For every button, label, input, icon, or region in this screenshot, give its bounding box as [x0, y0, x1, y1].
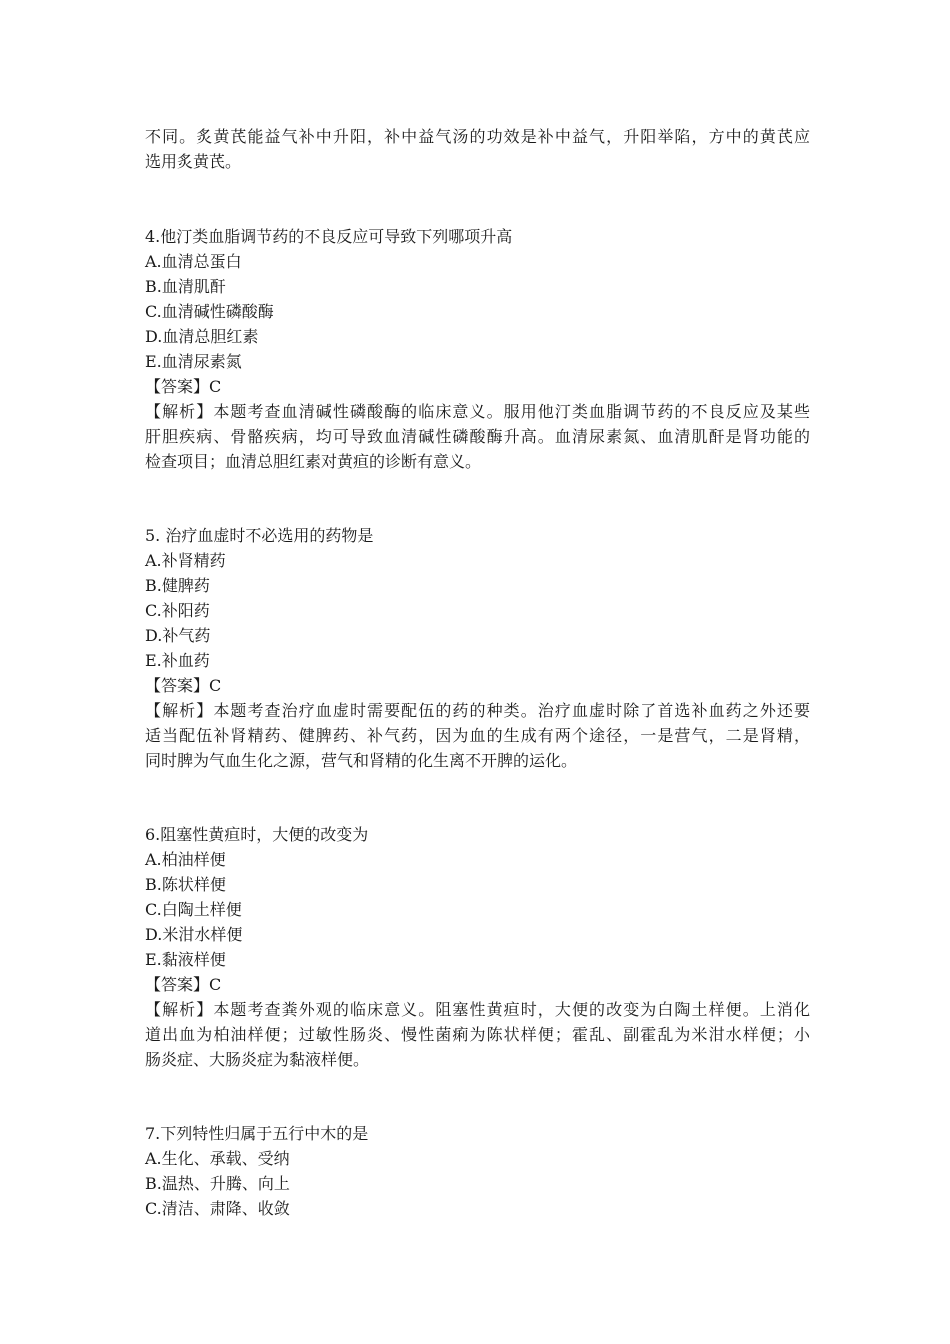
paragraph-line: 不同。炙黄芪能益气补中升阳，补中益气汤的功效是补中益气，升阳举陷，方中的黄芪应: [145, 127, 810, 146]
option-b: B.血清肌酐: [145, 277, 226, 296]
option-d: D.血清总胆红素: [145, 327, 259, 346]
question-5-stem: 5. 治疗血虚时不必选用的药物是: [145, 526, 374, 545]
option-a: A.血清总蛋白: [145, 252, 242, 271]
answer-line: 【答案】C: [145, 377, 222, 396]
answer-line: 【答案】C: [145, 676, 222, 695]
paragraph-line: 选用炙黄芪。: [145, 152, 242, 171]
analysis-line: 【解析】本题考查治疗血虚时需要配伍的药的种类。治疗血虚时除了首选补血药之外还要: [145, 701, 810, 720]
analysis-line: 【解析】本题考查粪外观的临床意义。阻塞性黄疸时，大便的改变为白陶土样便。上消化: [145, 1000, 810, 1019]
option-b: B.温热、升腾、向上: [145, 1174, 290, 1193]
option-c: C.补阳药: [145, 601, 210, 620]
option-a: A.生化、承载、受纳: [145, 1149, 290, 1168]
option-c: C.血清碱性磷酸酶: [145, 302, 274, 321]
option-e: E.血清尿素氮: [145, 352, 242, 371]
analysis-line: 检查项目；血清总胆红素对黄疸的诊断有意义。: [145, 452, 482, 471]
option-e: E.补血药: [145, 651, 210, 670]
question-4-stem: 4.他汀类血脂调节药的不良反应可导致下列哪项升高: [145, 227, 513, 246]
analysis-line: 【解析】本题考查血清碱性磷酸酶的临床意义。服用他汀类血脂调节药的不良反应及某些: [145, 402, 810, 421]
option-d: D.补气药: [145, 626, 211, 645]
option-a: A.补肾精药: [145, 551, 226, 570]
option-b: B.陈状样便: [145, 875, 226, 894]
analysis-line: 肝胆疾病、骨骼疾病，均可导致血清碱性磷酸酶升高。血清尿素氮、血清肌酐是肾功能的: [145, 427, 810, 446]
analysis-line: 肠炎症、大肠炎症为黏液样便。: [145, 1050, 370, 1069]
question-6-stem: 6.阻塞性黄疸时，大便的改变为: [145, 825, 369, 844]
analysis-line: 适当配伍补肾精药、健脾药、补气药，因为血的生成有两个途径，一是营气，二是肾精，: [145, 726, 810, 745]
option-c: C.白陶土样便: [145, 900, 242, 919]
option-a: A.柏油样便: [145, 850, 226, 869]
option-c: C.清洁、肃降、收敛: [145, 1199, 290, 1218]
analysis-line: 道出血为柏油样便；过敏性肠炎、慢性菌痢为陈状样便；霍乱、副霍乱为米泔水样便；小: [145, 1025, 810, 1044]
option-e: E.黏液样便: [145, 950, 226, 969]
analysis-line: 同时脾为气血生化之源，营气和肾精的化生离不开脾的运化。: [145, 751, 578, 770]
option-b: B.健脾药: [145, 576, 210, 595]
option-d: D.米泔水样便: [145, 925, 243, 944]
question-7-stem: 7.下列特性归属于五行中木的是: [145, 1124, 369, 1143]
answer-line: 【答案】C: [145, 975, 222, 994]
